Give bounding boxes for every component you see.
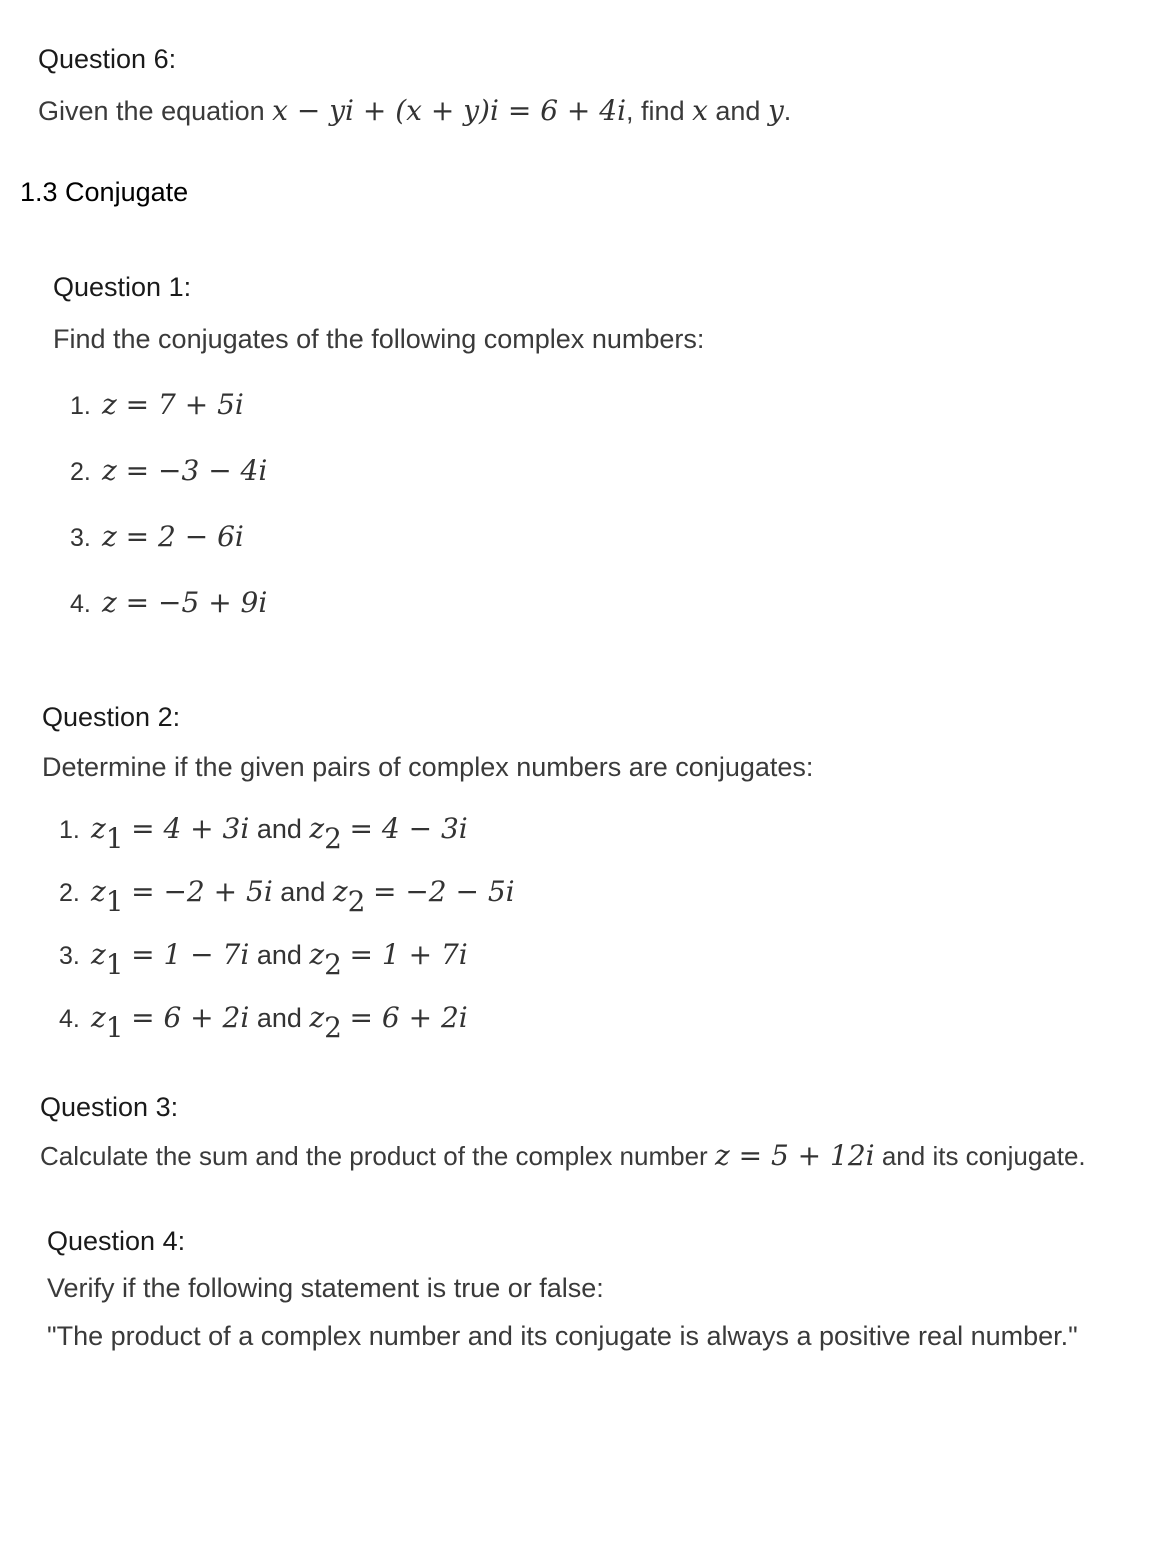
and-connector: and bbox=[249, 1003, 310, 1033]
q6-text-and: and bbox=[707, 96, 768, 126]
q2-item-number: 4. bbox=[59, 1005, 80, 1033]
q4-prompt: Verify if the following statement is true or false: bbox=[47, 1273, 604, 1303]
q1-item-expr: z = 2 − 6i bbox=[102, 520, 244, 553]
q2-item bbox=[59, 875, 515, 918]
z2-value: = 6 + 2i bbox=[349, 1001, 468, 1034]
z1-value: = 4 + 3i bbox=[131, 812, 250, 845]
q6-title: Question 6: bbox=[38, 44, 177, 74]
q3-title: Question 3: bbox=[40, 1092, 179, 1122]
z1-value: = −2 + 5i bbox=[131, 875, 273, 908]
z1-subscript: 1 bbox=[105, 884, 124, 918]
z2-symbol: z bbox=[309, 1001, 325, 1034]
z2-value: = 4 − 3i bbox=[349, 812, 468, 845]
q4-statement: "The product of a complex number and its conjugate is always a positive real number." bbox=[47, 1321, 1078, 1351]
q2-item bbox=[59, 812, 468, 855]
q3-equation: z = 5 + 12i bbox=[714, 1139, 875, 1172]
q1-item bbox=[70, 454, 267, 487]
z1-symbol: z bbox=[91, 938, 106, 971]
q1-item-number: 3. bbox=[70, 524, 91, 552]
section-heading: 1.3 Conjugate bbox=[20, 177, 189, 207]
q1-item-expr: z = −3 − 4i bbox=[102, 454, 268, 487]
z2-subscript: 2 bbox=[324, 947, 342, 981]
q2-item-number: 2. bbox=[59, 879, 80, 907]
q3-text-after: and its conjugate. bbox=[874, 1141, 1086, 1171]
z1-value: = 1 − 7i bbox=[131, 938, 250, 971]
q1-item bbox=[70, 388, 244, 421]
z1-symbol: z bbox=[91, 812, 106, 845]
q6-text-end: . bbox=[783, 96, 792, 126]
z2-symbol: z bbox=[309, 938, 325, 971]
q3-text-before: Calculate the sum and the product of the complex number bbox=[40, 1141, 715, 1171]
q1-item bbox=[70, 586, 267, 619]
q6-equation: x − yi + (x + y)i = 6 + 4i bbox=[272, 94, 627, 127]
z2-subscript: 2 bbox=[347, 884, 366, 918]
q2-prompt: Determine if the given pairs of complex numbers are conjugates: bbox=[42, 752, 814, 782]
z1-subscript: 1 bbox=[105, 821, 124, 855]
z2-subscript: 2 bbox=[324, 1010, 342, 1044]
q6-text-mid: , find bbox=[626, 96, 693, 126]
z1-value: = 6 + 2i bbox=[131, 1001, 250, 1034]
z2-value: = −2 − 5i bbox=[372, 875, 515, 908]
and-connector: and bbox=[249, 940, 310, 970]
z2-symbol: z bbox=[332, 875, 348, 908]
q3-text bbox=[40, 1139, 1086, 1172]
q1-prompt: Find the conjugates of the following complex numbers: bbox=[53, 324, 705, 354]
z1-symbol: z bbox=[91, 1001, 106, 1034]
q6-text-before: Given the equation bbox=[38, 96, 273, 126]
q2-item-number: 1. bbox=[59, 816, 80, 844]
q1-item-number: 2. bbox=[70, 458, 91, 486]
q2-item-number: 3. bbox=[59, 942, 80, 970]
z2-subscript: 2 bbox=[324, 821, 342, 855]
q2-item bbox=[59, 1001, 468, 1044]
z1-subscript: 1 bbox=[105, 947, 124, 981]
q1-item-number: 4. bbox=[70, 590, 91, 618]
q2-title: Question 2: bbox=[42, 702, 181, 732]
z2-symbol: z bbox=[309, 812, 325, 845]
q1-item bbox=[70, 520, 244, 553]
and-connector: and bbox=[249, 814, 310, 844]
q4-title: Question 4: bbox=[47, 1226, 186, 1256]
q6-var-y: y bbox=[767, 94, 784, 127]
z2-value: = 1 + 7i bbox=[349, 938, 468, 971]
q1-item-number: 1. bbox=[70, 392, 91, 420]
and-connector: and bbox=[272, 877, 333, 907]
q1-item-expr: z = 7 + 5i bbox=[102, 388, 244, 421]
z1-subscript: 1 bbox=[105, 1010, 124, 1044]
q1-title: Question 1: bbox=[53, 272, 192, 302]
z1-symbol: z bbox=[91, 875, 106, 908]
q6-text bbox=[38, 94, 791, 127]
q6-var-x: x bbox=[692, 94, 708, 127]
q1-item-expr: z = −5 + 9i bbox=[102, 586, 268, 619]
q2-item bbox=[59, 938, 468, 981]
